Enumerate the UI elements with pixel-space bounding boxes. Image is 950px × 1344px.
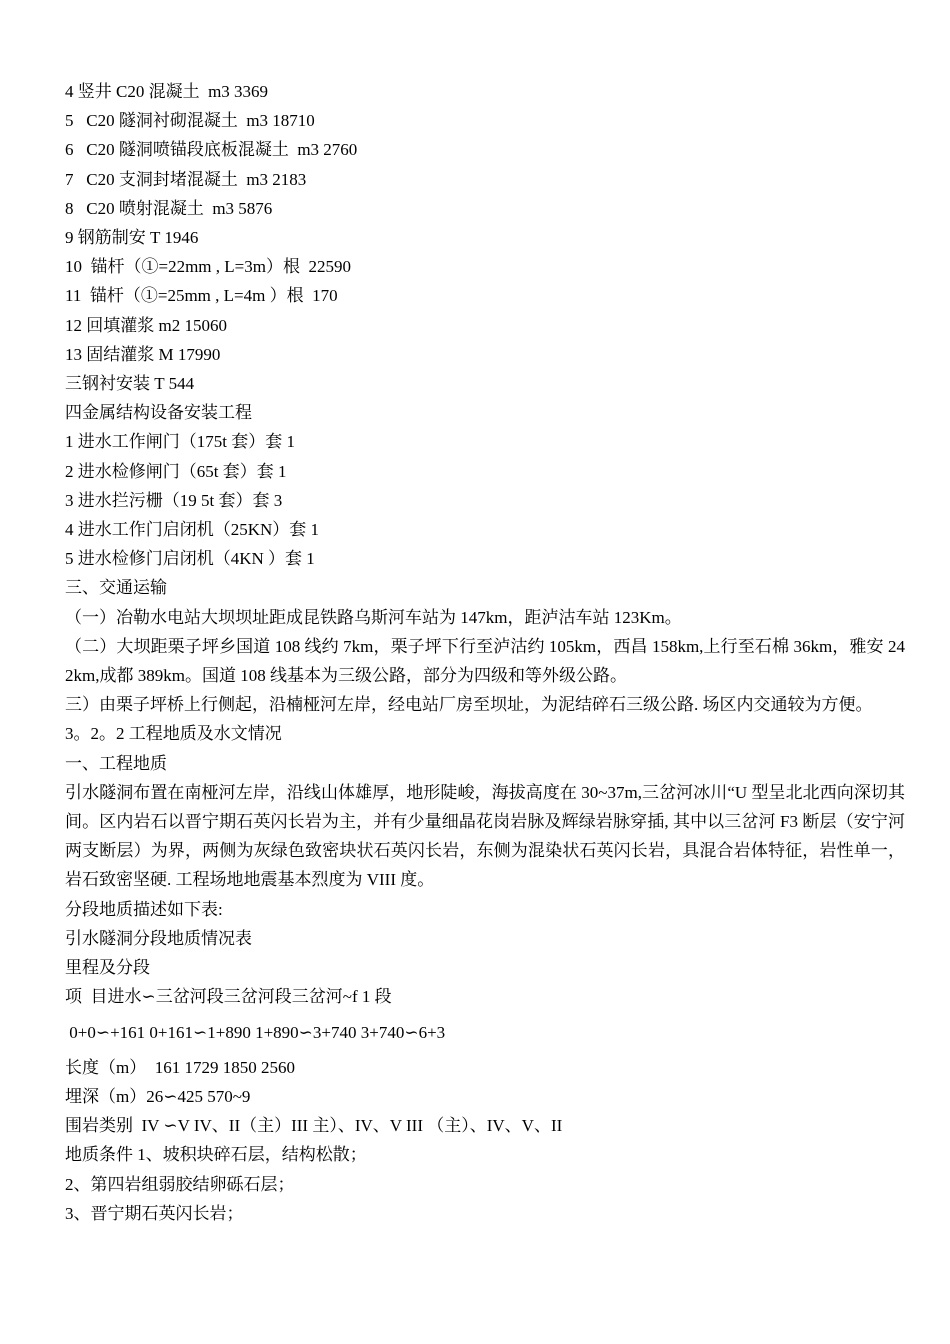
table-title: 引水隧洞分段地质情况表 — [65, 928, 252, 948]
item-line: 三钢衬安装 T 544 — [65, 374, 195, 394]
document-page — [65, 77, 905, 1228]
item-line: 6 C20 隧洞喷锚段底板混凝土 m3 2760 — [65, 140, 358, 160]
item-line: 5 进水检修门启闭机（4KN ）套 1 — [65, 549, 315, 569]
item-line: 8 C20 喷射混凝土 m3 5876 — [65, 198, 273, 218]
table-row: 埋深（m）26∽425 570~9 — [65, 1086, 251, 1106]
geology-paragraph: 引水隧洞布置在南桠河左岸，沿线山体雄厚，地形陡峻，海拔高度在 30~37m,三岔河冰川“U 型呈北北西向深切其间。区内岩石以晋宁期石英闪长岩为主，并有少量细晶花岗岩脉及辉绿岩脉穿插, 其中以三岔河 F3 断层（安宁河两支断层）为界，两侧为灰绿色致密块状石英闪长岩，东侧为混染状石英闪长岩，具混合岩体特征，岩性单一，岩石致密坚硬. 工程场地地震基本烈度为 VIII 度。 — [65, 782, 905, 890]
table-intro: 分段地质描述如下表: — [65, 899, 223, 919]
item-line: 10 锚杆（①=22mm , L=3m）根 22590 — [65, 257, 351, 277]
item-line: 1 进水工作闸门（175t 套）套 1 — [65, 432, 295, 452]
table-row: 围岩类别 IV ∽V IV、II（主）III 主）、IV、V III （主）、IV、V、II — [65, 1116, 563, 1136]
table-header-row: 项 目进水∽三岔河段三岔河段三岔河~f 1 段 — [65, 987, 392, 1007]
transport-paragraph: （二）大坝距栗子坪乡国道 108 线约 7km，栗子坪下行至泸沽约 105km，西昌 158km,上行至石棉 36km，雅安 242km,成都 389km。国道 108 线基本为三级公路，部分为四级和等外级公路。 — [65, 636, 905, 686]
section-heading: 3。2。2 工程地质及水文情况 — [65, 724, 282, 744]
item-line: 4 进水工作门启闭机（25KN）套 1 — [65, 520, 320, 540]
item-line: 2 进水检修闸门（65t 套）套 1 — [65, 461, 287, 481]
table-row: 2、第四岩组弱胶结卵砾石层； — [65, 1174, 295, 1194]
subsection-heading: 一、工程地质 — [65, 753, 167, 773]
transport-paragraph: 三）由栗子坪桥上行侧起，沿楠桠河左岸，经电站厂房至坝址，为泥结碎石三级公路. 场区内交通较为方便。 — [65, 695, 873, 715]
table-row-label: 里程及分段 — [65, 958, 150, 978]
table-row: 3、晋宁期石英闪长岩； — [65, 1203, 244, 1223]
table-mileage-row: 0+0∽+161 0+161∽1+890 1+890∽3+740 3+740∽6+3 — [65, 1022, 446, 1042]
item-line: 11 锚杆（①=25mm , L=4m ）根 170 — [65, 286, 338, 306]
item-line: 9 钢筋制安 T 1946 — [65, 228, 199, 248]
section-heading: 四金属结构设备安装工程 — [65, 403, 252, 423]
item-line: 13 固结灌浆 M 17990 — [65, 344, 221, 364]
item-line: 12 回填灌浆 m2 15060 — [65, 315, 227, 335]
item-line: 3 进水拦污栅（19 5t 套）套 3 — [65, 490, 283, 510]
table-row: 长度（m） 161 1729 1850 2560 — [65, 1057, 295, 1077]
item-line: 5 C20 隧洞衬砌混凝土 m3 18710 — [65, 111, 315, 131]
transport-paragraph: （一）冶勒水电站大坝坝址距成昆铁路乌斯河车站为 147km，距泸沽车站 123Km。 — [65, 607, 682, 627]
table-row: 地质条件 1、坡积块碎石层，结构松散； — [65, 1145, 367, 1165]
item-line: 4 竖井 C20 混凝土 m3 3369 — [65, 82, 269, 101]
item-line: 7 C20 支洞封堵混凝土 m3 2183 — [65, 169, 307, 189]
section-heading: 三、交通运输 — [65, 578, 167, 598]
